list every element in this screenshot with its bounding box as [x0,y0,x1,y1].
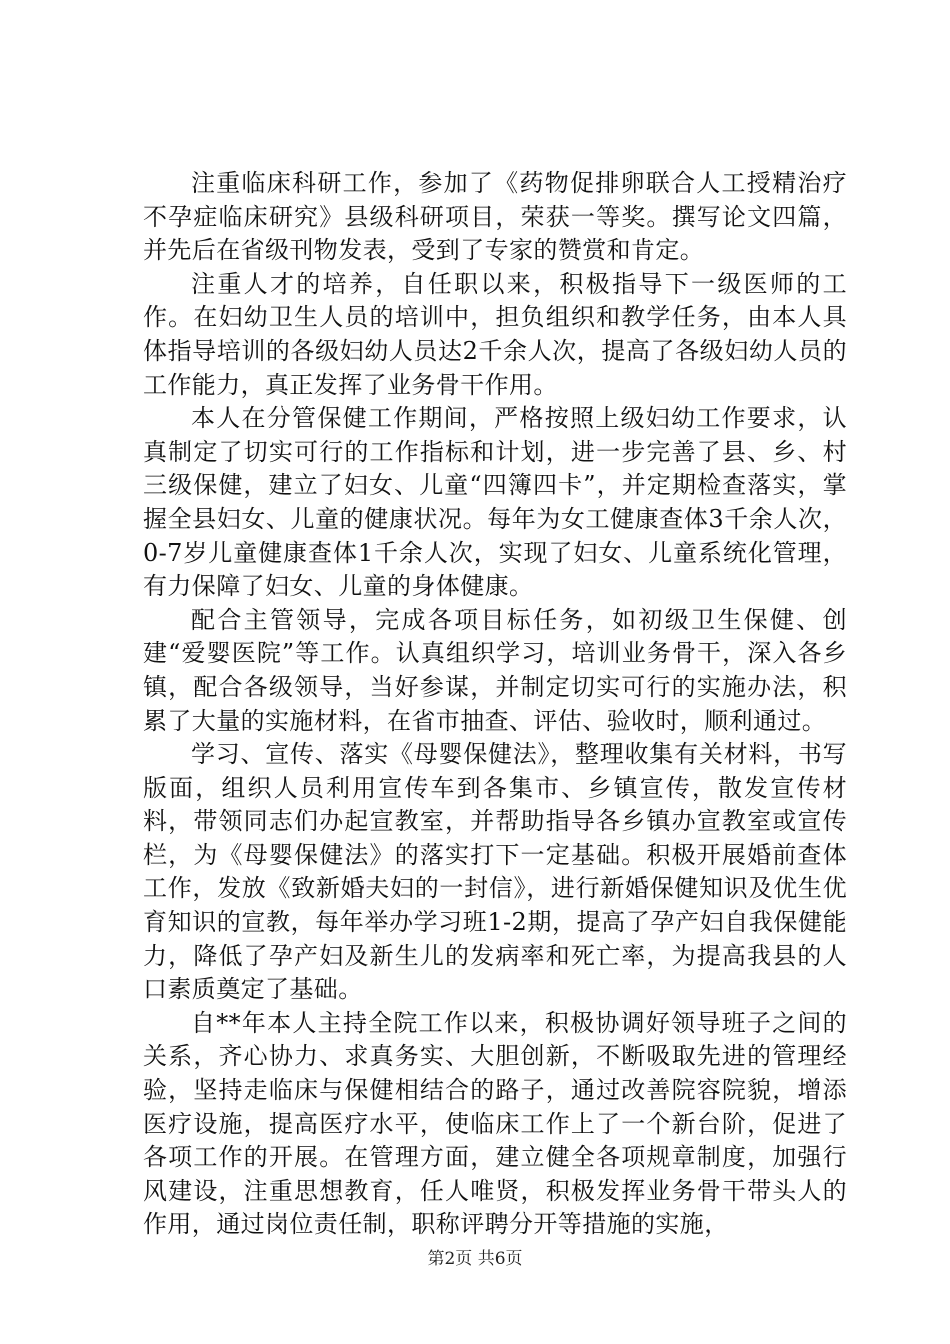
document-body [143,167,847,1242]
paragraph-training: 注重人才的培养，自任职以来，积极指导下一级医师的工作。在妇幼卫生人员的培训中，担负组织和教学任务，由本人具体指导培训的各级妇幼人员达2千余人次，提高了各级妇幼人员的工作能力，真正发挥了业务骨干作用。 [143,269,847,399]
paragraph-maternal-law: 学习、宣传、落实《母婴保健法》，整理收集有关材料，书写版面，组织人员利用宣传车到各集市、乡镇宣传，散发宣传材料，带领同志们办起宣教室，并帮助指导各乡镇办宣教室或宣传栏，为《母婴保健法》的落实打下一定基础。积极开展婚前查体工作，发放《致新婚夫妇的一封信》，进行新婚保健知识及优生优育知识的宣教，每年举办学习班1-2期，提高了孕产妇自我保健能力，降低了孕产妇及新生儿的发病率和死亡率，为提高我县的人口素质奠定了基础。 [143,740,847,1004]
paragraph-management: 自**年本人主持全院工作以来，积极协调好领导班子之间的关系，齐心协力、求真务实、大胆创新，不断吸取先进的管理经验，坚持走临床与保健相结合的路子，通过改善院容院貌，增添医疗设施，提高医疗水平，使临床工作上了一个新台阶，促进了各项工作的开展。在管理方面，建立健全各项规章制度，加强行风建设，注重思想教育，任人唯贤，积极发挥业务骨干带头人的作用，通过岗位责任制，职称评聘分开等措施的实施， [143,1008,847,1239]
paragraph-health-care: 本人在分管保健工作期间，严格按照上级妇幼工作要求，认真制定了切实可行的工作指标和计划，进一步完善了县、乡、村三级保健，建立了妇女、儿童“四簿四卡”，并定期检查落实，掌握全县妇女、儿童的健康状况。每年为女工健康查体3千余人次，0-7岁儿童健康查体1千余人次，实现了妇女、儿童系统化管理，有力保障了妇女、儿童的身体健康。 [143,404,847,601]
page-number-footer: 第2页 共6页 [427,1249,523,1269]
paragraph-research: 注重临床科研工作，参加了《药物促排卵联合人工授精治疗不孕症临床研究》县级科研项目，荣获一等奖。撰写论文四篇，并先后在省级刊物发表，受到了专家的赞赏和肯定。 [143,169,847,265]
paragraph-targets: 配合主管领导，完成各项目标任务，如初级卫生保健、创建“爱婴医院”等工作。认真组织学习，培训业务骨干，深入各乡镇，配合各级领导，当好参谋，并制定切实可行的实施办法，积累了大量的实施材料，在省市抽查、评估、验收时，顺利通过。 [143,605,847,735]
